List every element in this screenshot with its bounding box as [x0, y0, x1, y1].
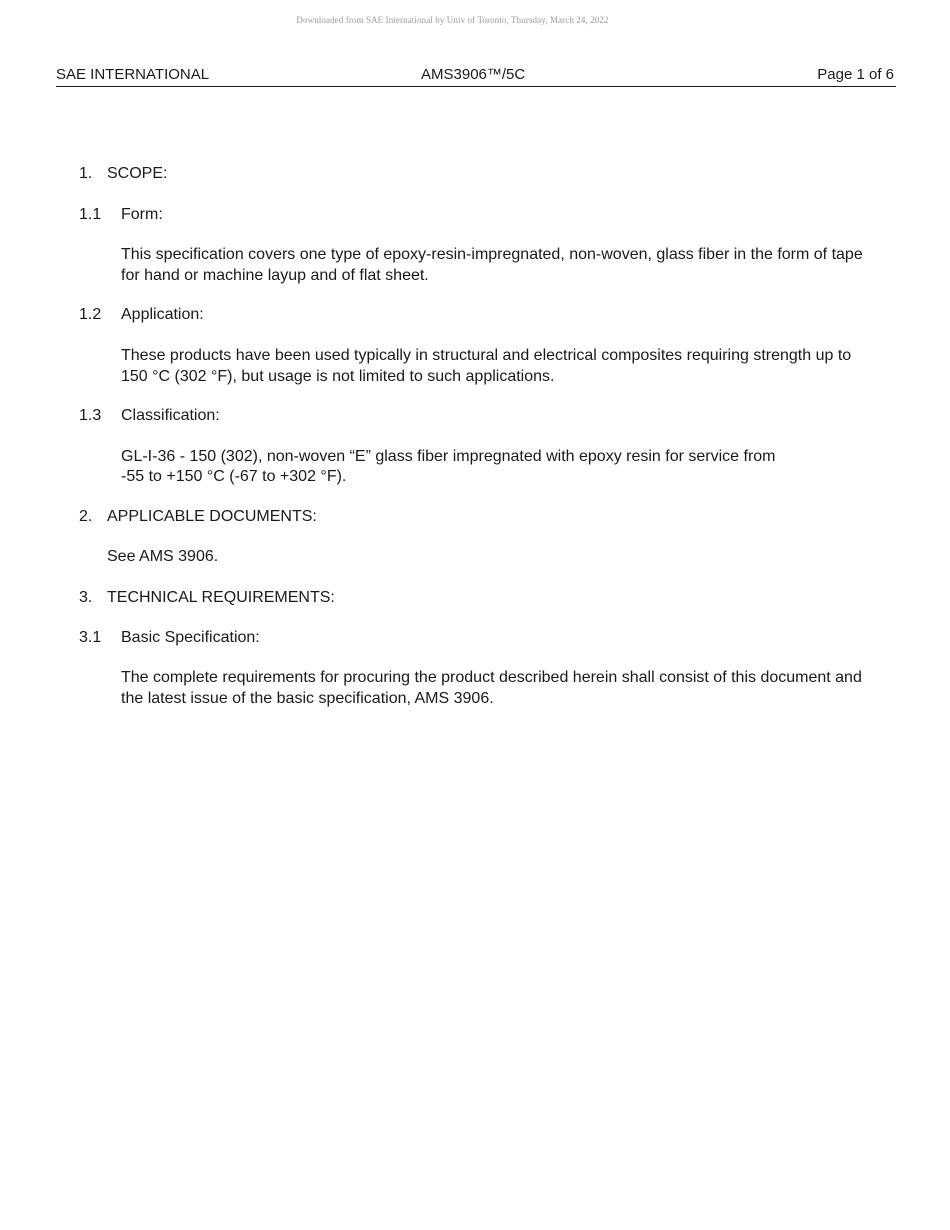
- section-2-body: See AMS 3906.: [107, 548, 219, 565]
- section-3-1-heading: Basic Specification:: [121, 629, 260, 646]
- section-2-number: 2.: [79, 508, 93, 525]
- section-1-1-heading: Form:: [121, 206, 163, 223]
- section-1-3-body-line-1: GL-I-36 - 150 (302), non-woven “E” glass fiber impregnated with epoxy resin for service from: [121, 448, 776, 465]
- header-document-id: AMS3906™/5C: [421, 66, 526, 83]
- section-1-3-number: 1.3: [79, 407, 102, 424]
- section-1-3-body-line-2: -55 to +150 °C (-67 to +302 °F).: [121, 468, 347, 485]
- section-1-2-heading: Application:: [121, 306, 204, 323]
- section-2-heading: APPLICABLE DOCUMENTS:: [107, 508, 317, 525]
- section-3-1-number: 3.1: [79, 629, 102, 646]
- section-3-number: 3.: [79, 589, 93, 606]
- section-1-heading: SCOPE:: [107, 165, 168, 182]
- section-1-3-heading: Classification:: [121, 407, 220, 424]
- section-1-1-number: 1.1: [79, 206, 102, 223]
- section-1-number: 1.: [79, 165, 93, 182]
- section-1-1-body: This specification covers one type of epoxy-resin-impregnated, non-woven, glass fiber in the form of tape for hand or machine layup and of flat sheet.: [121, 246, 863, 284]
- header-organization: SAE INTERNATIONAL: [56, 66, 210, 83]
- section-1-2-number: 1.2: [79, 306, 102, 323]
- section-3-heading: TECHNICAL REQUIREMENTS:: [107, 589, 335, 606]
- section-1-2-body: These products have been used typically in structural and electrical composites requiring strength up to 150 °C (302 °F), but usage is not limited to such applications.: [121, 347, 852, 385]
- page-header: [56, 66, 896, 87]
- section-3-1-body: The complete requirements for procuring the product described herein shall consist of this document and the latest issue of the basic specification, AMS 3906.: [121, 669, 862, 707]
- download-watermark: Downloaded from SAE International by Univ of Toronto, Thursday, March 24, 2022: [296, 15, 609, 25]
- header-page-number: Page 1 of 6: [817, 66, 894, 83]
